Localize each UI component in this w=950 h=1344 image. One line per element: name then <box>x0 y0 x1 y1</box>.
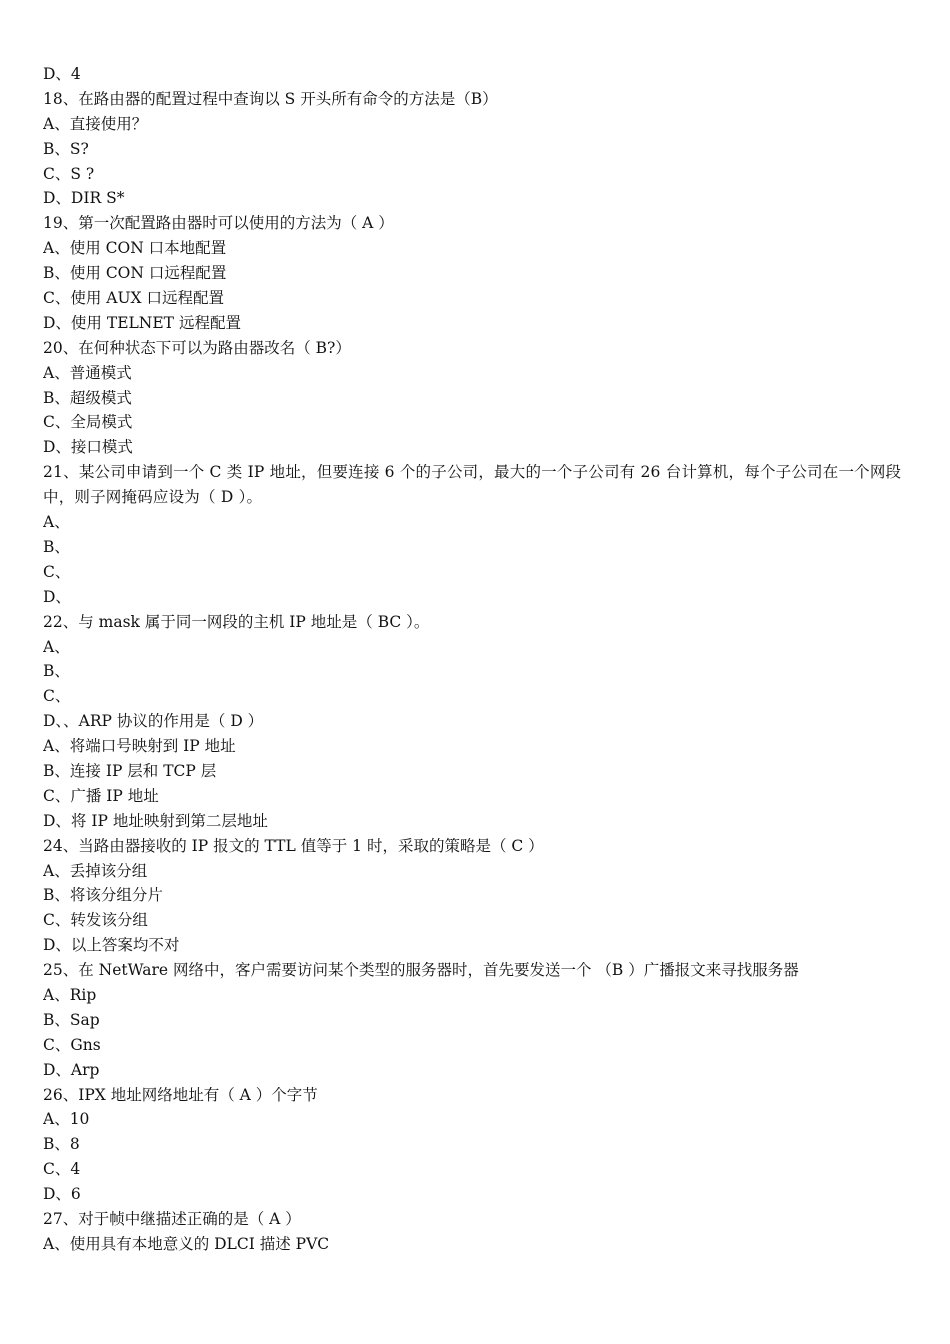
question-24: 24、当路由器接收的 IP 报文的 TTL 值等于 1 时，采取的策略是（ C ） <box>43 836 544 855</box>
option-a-q25: A、Rip <box>43 985 97 1004</box>
option-a-q18: A、直接使用？ <box>43 114 148 133</box>
option-a-q20: A、普通模式 <box>43 363 132 382</box>
option-d-q18: D、DIR S* <box>43 189 125 208</box>
question-26: 26、IPX 地址网络地址有（ A ）个字节 <box>43 1085 318 1104</box>
question-18: 18、在路由器的配置过程中查询以 S 开头所有命令的方法是（B） <box>43 89 498 108</box>
option-a-q21: A、 <box>43 513 70 532</box>
option-d-q24: D、以上答案均不对 <box>43 936 180 955</box>
option-d-q21: D、 <box>43 587 71 606</box>
option-a-q19: A、使用 CON 口本地配置 <box>43 239 227 258</box>
option-b-q24: B、将该分组分片 <box>43 886 163 905</box>
option-c-q26: C、4 <box>43 1160 81 1179</box>
option-b-q23: B、连接 IP 层和 TCP 层 <box>43 761 217 780</box>
option-d-q20: D、接口模式 <box>43 438 133 457</box>
question-27: 27、对于帧中继描述正确的是（ A ） <box>43 1210 301 1228</box>
option-c-q22: C、 <box>43 687 71 706</box>
option-b-q21: B、 <box>43 537 70 556</box>
question-20: 20、在何种状态下可以为路由器改名（ B?） <box>43 338 351 357</box>
option-a-q24: A、丢掉该分组 <box>43 861 148 880</box>
option-c-q20: C、全局模式 <box>43 413 133 432</box>
option-c-q25: C、Gns <box>43 1035 101 1054</box>
option-d-q26: D、6 <box>43 1185 81 1204</box>
option-c-q23: C、广播 IP 地址 <box>43 786 159 805</box>
option-a-q27: A、使用具有本地意义的 DLCI 描述 PVC <box>43 1234 330 1253</box>
option-a-q23: A、将端口号映射到 IP 地址 <box>43 737 236 756</box>
question-21: 21、某公司申请到一个 C 类 IP 地址，但要连接 6 个的子公司，最大的一个子公司有 26 台计算机，每个子公司在一个网段中，则子网掩码应设为（ D ）。 <box>43 463 902 507</box>
question-22: 22、与 mask 属于同一网段的主机 IP 地址是（ BC ）。 <box>43 612 430 631</box>
option-b-q22: B、 <box>43 662 70 681</box>
question-23: D、、ARP 协议的作用是（ D ） <box>43 712 264 731</box>
option-c-q18: C、S ? <box>43 164 95 183</box>
document-body <box>43 62 923 1257</box>
option-b-q18: B、S? <box>43 139 89 158</box>
option-b-q20: B、超级模式 <box>43 388 132 407</box>
option-d-q19: D、使用 TELNET 远程配置 <box>43 313 241 332</box>
option-c-q21: C、 <box>43 562 71 581</box>
option-d-q25: D、Arp <box>43 1060 100 1079</box>
question-19: 19、第一次配置路由器时可以使用的方法为（ A ） <box>43 214 394 233</box>
option-a-q26: A、10 <box>43 1110 90 1129</box>
option-c-q24: C、转发该分组 <box>43 911 148 930</box>
option-b-q25: B、Sap <box>43 1010 100 1029</box>
question-25: 25、在 NetWare 网络中，客户需要访问某个类型的服务器时，首先要发送一个 （B ）广播报文来寻找服务器 <box>43 961 799 980</box>
option-d-q23: D、将 IP 地址映射到第二层地址 <box>43 811 268 830</box>
option-a-q22: A、 <box>43 637 70 656</box>
option-c-q19: C、使用 AUX 口远程配置 <box>43 289 225 308</box>
option-b-q26: B、8 <box>43 1135 80 1154</box>
option-b-q19: B、使用 CON 口远程配置 <box>43 264 227 283</box>
option-d-q17: D、4 <box>43 65 81 83</box>
